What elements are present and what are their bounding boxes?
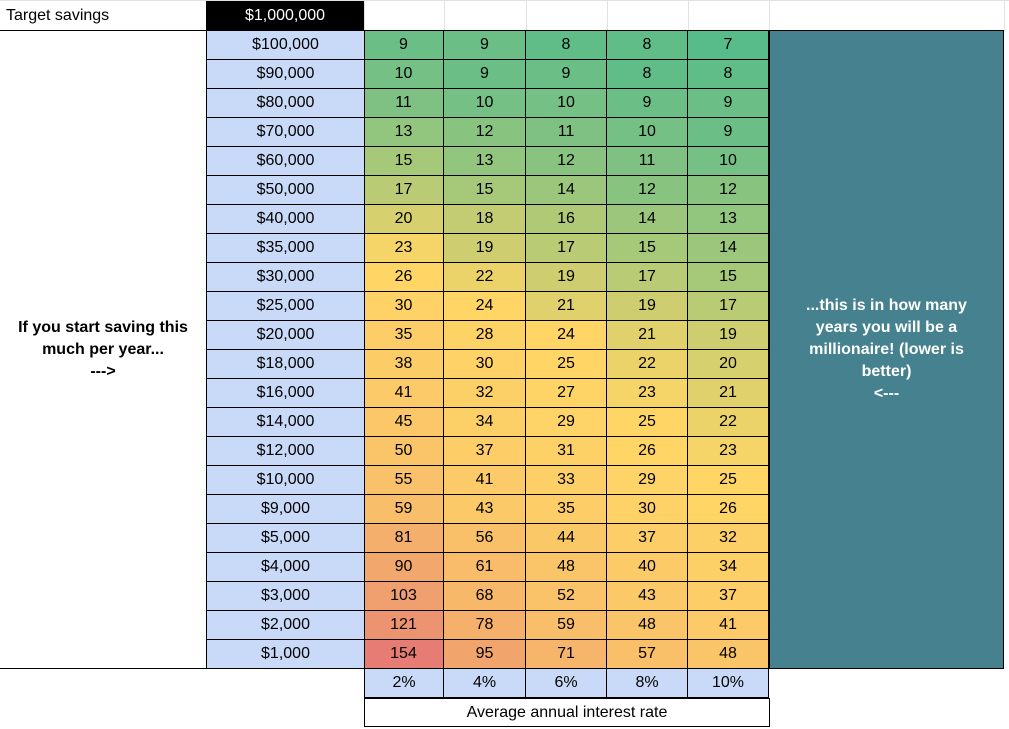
border (206, 31, 207, 669)
years-cell[interactable]: 10 (688, 147, 769, 176)
amount-cell[interactable]: $1,000 (207, 640, 364, 669)
years-cell[interactable]: 95 (444, 640, 526, 669)
years-cell[interactable]: 44 (526, 524, 607, 553)
amount-cell[interactable]: $16,000 (207, 379, 364, 408)
amount-cell[interactable]: $9,000 (207, 495, 364, 524)
years-cell[interactable]: 11 (526, 118, 607, 147)
years-cell[interactable]: 32 (444, 379, 526, 408)
years-cell[interactable]: 12 (526, 147, 607, 176)
right-note[interactable] (769, 31, 1004, 669)
years-cell[interactable]: 12 (444, 118, 526, 147)
years-cell[interactable]: 45 (364, 408, 444, 437)
amount-cell[interactable]: $12,000 (207, 437, 364, 466)
years-cell[interactable]: 10 (364, 60, 444, 89)
target-savings-value[interactable]: $1,000,000 (206, 1, 364, 31)
years-cell[interactable]: 15 (688, 263, 769, 292)
years-cell[interactable]: 17 (607, 263, 688, 292)
years-cell[interactable]: 35 (526, 495, 607, 524)
years-cell[interactable]: 33 (526, 466, 607, 495)
years-cell[interactable]: 78 (444, 611, 526, 640)
years-cell[interactable]: 34 (688, 553, 769, 582)
years-cell[interactable]: 57 (607, 640, 688, 669)
years-cell[interactable]: 8 (607, 60, 688, 89)
years-cell[interactable]: 32 (688, 524, 769, 553)
years-cell[interactable]: 25 (526, 350, 607, 379)
right-note-arrow: <--- (873, 385, 900, 402)
years-cell[interactable]: 17 (688, 292, 769, 321)
amount-cell[interactable]: $3,000 (207, 582, 364, 611)
amount-cell[interactable]: $30,000 (207, 263, 364, 292)
years-cell[interactable]: 41 (688, 611, 769, 640)
years-cell[interactable]: 8 (607, 31, 688, 60)
amount-cell[interactable]: $10,000 (207, 466, 364, 495)
years-cell[interactable]: 52 (526, 582, 607, 611)
years-cell[interactable]: 9 (364, 31, 444, 60)
years-cell[interactable]: 35 (364, 321, 444, 350)
years-cell[interactable]: 9 (688, 89, 769, 118)
years-cell[interactable]: 13 (688, 205, 769, 234)
years-cell[interactable]: 9 (526, 60, 607, 89)
years-cell[interactable]: 27 (526, 379, 607, 408)
years-cell[interactable]: 21 (688, 379, 769, 408)
years-cell[interactable]: 14 (688, 234, 769, 263)
years-cell[interactable]: 22 (607, 350, 688, 379)
right-note-line: ...this is in how many (806, 297, 967, 314)
years-cell[interactable]: 28 (444, 321, 526, 350)
right-note-line: millionaire! (lower is (809, 341, 964, 358)
years-cell[interactable]: 10 (526, 89, 607, 118)
amount-cell[interactable]: $5,000 (207, 524, 364, 553)
years-cell[interactable]: 12 (607, 176, 688, 205)
years-cell[interactable]: 56 (444, 524, 526, 553)
years-cell[interactable]: 7 (688, 31, 769, 60)
amount-cell[interactable]: $20,000 (207, 321, 364, 350)
rate-cell[interactable]: 8% (607, 669, 688, 698)
years-cell[interactable]: 55 (364, 466, 444, 495)
years-cell[interactable]: 41 (364, 379, 444, 408)
years-cell[interactable]: 29 (607, 466, 688, 495)
border (1003, 31, 1004, 669)
years-cell[interactable]: 81 (364, 524, 444, 553)
amount-cell[interactable]: $25,000 (207, 292, 364, 321)
years-cell[interactable]: 43 (607, 582, 688, 611)
right-note-line: better) (861, 363, 912, 380)
years-cell[interactable]: 48 (607, 611, 688, 640)
years-cell[interactable]: 9 (444, 31, 526, 60)
years-cell[interactable]: 43 (444, 495, 526, 524)
years-cell[interactable]: 121 (364, 611, 444, 640)
amount-cell[interactable]: $60,000 (207, 147, 364, 176)
years-cell[interactable]: 15 (607, 234, 688, 263)
years-cell[interactable]: 103 (364, 582, 444, 611)
years-cell[interactable]: 22 (688, 408, 769, 437)
amount-cell[interactable]: $90,000 (207, 60, 364, 89)
years-cell[interactable]: 37 (607, 524, 688, 553)
years-cell[interactable]: 22 (444, 263, 526, 292)
years-cell[interactable]: 9 (444, 60, 526, 89)
years-cell[interactable]: 59 (526, 611, 607, 640)
years-cell[interactable]: 19 (526, 263, 607, 292)
years-cell[interactable]: 24 (526, 321, 607, 350)
years-cell[interactable]: 19 (688, 321, 769, 350)
left-note-line: If you start saving this (18, 319, 188, 336)
amount-cell[interactable]: $14,000 (207, 408, 364, 437)
gridline (364, 0, 365, 31)
years-cell[interactable]: 50 (364, 437, 444, 466)
amount-cell[interactable]: $70,000 (207, 118, 364, 147)
years-cell[interactable]: 26 (688, 495, 769, 524)
amount-cell[interactable]: $2,000 (207, 611, 364, 640)
years-cell[interactable]: 23 (607, 379, 688, 408)
years-cell[interactable]: 13 (364, 118, 444, 147)
years-cell[interactable]: 48 (526, 553, 607, 582)
years-cell[interactable]: 13 (444, 147, 526, 176)
years-cell[interactable]: 20 (688, 350, 769, 379)
years-cell[interactable]: 29 (526, 408, 607, 437)
years-cell[interactable]: 23 (688, 437, 769, 466)
years-cell[interactable]: 14 (526, 176, 607, 205)
years-cell[interactable]: 30 (444, 350, 526, 379)
years-cell[interactable]: 25 (607, 408, 688, 437)
years-cell[interactable]: 30 (607, 495, 688, 524)
years-cell[interactable]: 30 (364, 292, 444, 321)
years-cell[interactable]: 10 (444, 89, 526, 118)
years-cell[interactable]: 8 (526, 31, 607, 60)
left-note-line: much per year... (42, 341, 164, 358)
rate-cell[interactable]: 10% (688, 669, 769, 698)
left-note[interactable] (0, 31, 206, 669)
years-cell[interactable]: 16 (526, 205, 607, 234)
years-cell[interactable]: 71 (526, 640, 607, 669)
target-savings-label[interactable]: Target savings (6, 7, 110, 24)
years-cell[interactable]: 14 (607, 205, 688, 234)
years-cell[interactable]: 24 (444, 292, 526, 321)
years-cell[interactable]: 11 (364, 89, 444, 118)
years-cell[interactable]: 10 (607, 118, 688, 147)
years-cell[interactable]: 18 (444, 205, 526, 234)
years-cell[interactable]: 21 (526, 292, 607, 321)
years-cell[interactable]: 17 (364, 176, 444, 205)
years-cell[interactable]: 11 (607, 147, 688, 176)
years-cell[interactable]: 12 (688, 176, 769, 205)
years-cell[interactable]: 9 (607, 89, 688, 118)
years-cell[interactable]: 23 (364, 234, 444, 263)
years-cell[interactable]: 68 (444, 582, 526, 611)
years-cell[interactable]: 154 (364, 640, 444, 669)
right-note-line: years you will be a (815, 319, 958, 336)
rate-caption[interactable]: Average annual interest rate (364, 698, 770, 727)
gridline (444, 0, 445, 31)
years-cell[interactable]: 31 (526, 437, 607, 466)
years-cell[interactable]: 19 (607, 292, 688, 321)
years-cell[interactable]: 15 (444, 176, 526, 205)
gridline (769, 0, 770, 31)
amount-cell[interactable]: $18,000 (207, 350, 364, 379)
years-cell[interactable]: 26 (364, 263, 444, 292)
years-cell[interactable]: 17 (526, 234, 607, 263)
amount-cell[interactable]: $50,000 (207, 176, 364, 205)
years-cell[interactable]: 38 (364, 350, 444, 379)
years-cell[interactable]: 90 (364, 553, 444, 582)
years-cell[interactable]: 8 (688, 60, 769, 89)
left-note-arrow: ---> (90, 363, 116, 380)
years-cell[interactable]: 41 (444, 466, 526, 495)
amount-cell[interactable]: $40,000 (207, 205, 364, 234)
years-cell[interactable]: 19 (444, 234, 526, 263)
years-cell[interactable]: 37 (688, 582, 769, 611)
amount-cell[interactable]: $4,000 (207, 553, 364, 582)
rate-cell[interactable]: 6% (526, 669, 607, 698)
amount-cell[interactable]: $35,000 (207, 234, 364, 263)
gridline (526, 0, 527, 31)
years-cell[interactable]: 61 (444, 553, 526, 582)
years-cell[interactable]: 40 (607, 553, 688, 582)
years-cell[interactable]: 34 (444, 408, 526, 437)
border (364, 31, 365, 669)
gridline (1004, 0, 1005, 31)
gridline (607, 0, 608, 31)
years-cell[interactable]: 25 (688, 466, 769, 495)
border (769, 31, 770, 669)
rate-cell[interactable]: 2% (364, 669, 444, 698)
years-cell[interactable]: 15 (364, 147, 444, 176)
years-cell[interactable]: 9 (688, 118, 769, 147)
years-cell[interactable]: 59 (364, 495, 444, 524)
years-cell[interactable]: 21 (607, 321, 688, 350)
years-cell[interactable]: 48 (688, 640, 769, 669)
years-cell[interactable]: 20 (364, 205, 444, 234)
gridline (688, 0, 689, 31)
years-cell[interactable]: 26 (607, 437, 688, 466)
amount-cell[interactable]: $100,000 (207, 31, 364, 60)
rate-cell[interactable]: 4% (444, 669, 526, 698)
amount-cell[interactable]: $80,000 (207, 89, 364, 118)
years-cell[interactable]: 37 (444, 437, 526, 466)
